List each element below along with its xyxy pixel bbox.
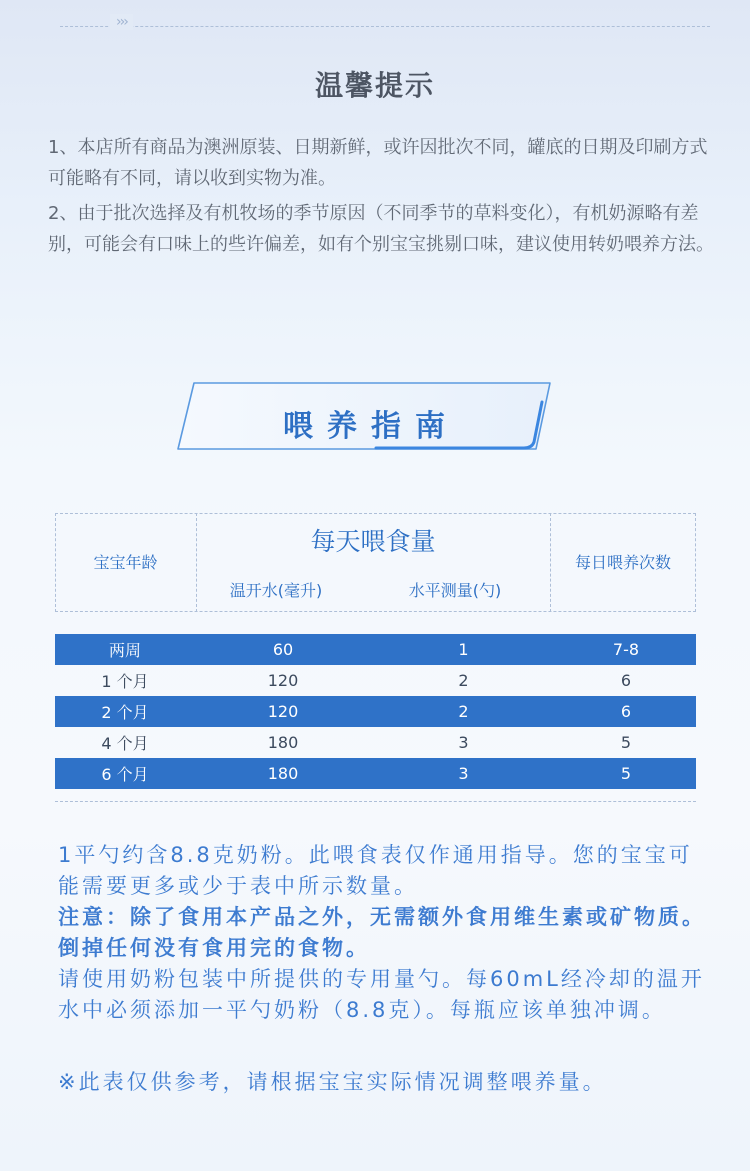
cell-age: 1 个月 xyxy=(101,672,149,691)
cell-water: 180 xyxy=(267,764,299,783)
top-divider xyxy=(60,26,710,27)
table-row xyxy=(55,758,696,789)
cell-water: 180 xyxy=(267,733,299,752)
note-preparation: 请使用奶粉包装中所提供的专用量勺。每60mL经冷却的温开水中必须添加一平勺奶粉（8.8克）。每瓶应该单独冲调。 xyxy=(58,967,705,1022)
cell-water: 120 xyxy=(267,702,299,721)
notice-item: 2、由于批次选择及有机牧场的季节原因（不同季节的草料变化），有机奶源略有差别，可能会有口味上的些许偏差，如有个别宝宝挑剔口味，建议使用转奶喂养方法。 xyxy=(48,203,714,255)
table-row xyxy=(55,696,696,727)
cell-times: 5 xyxy=(620,764,632,783)
cell-water: 60 xyxy=(272,640,294,659)
header-times: 每日喂养次数 xyxy=(574,553,671,572)
table-bottom-divider xyxy=(55,801,696,802)
chevrons-icon: ››› xyxy=(110,14,133,30)
notice-title: 温馨提示 xyxy=(314,69,435,102)
cell-age: 两周 xyxy=(108,641,141,660)
cell-times: 6 xyxy=(620,702,632,721)
cell-times: 6 xyxy=(620,671,632,690)
header-water: 温开水(毫升) xyxy=(229,581,323,600)
cell-scoop: 3 xyxy=(458,764,469,783)
feeding-table-body xyxy=(55,634,696,789)
cell-times: 7-8 xyxy=(612,640,640,659)
cell-scoop: 1 xyxy=(458,640,469,659)
note-warning: 注意：除了食用本产品之外，无需额外食用维生素或矿物质。倒掉任何没有食用完的食物。 xyxy=(58,905,706,960)
header-age: 宝宝年龄 xyxy=(93,553,158,572)
cell-times: 5 xyxy=(620,733,632,752)
header-scoop: 水平测量(勺) xyxy=(408,581,502,600)
cell-age: 4 个月 xyxy=(101,734,149,753)
note-disclaimer: ※此表仅供参考，请根据宝宝实际情况调整喂养量。 xyxy=(58,1070,607,1094)
note-scoop-info: 1平勺约含8.8克奶粉。此喂食表仅作通用指导。您的宝宝可能需要更多或少于表中所示数量。 xyxy=(58,843,693,898)
cell-water: 120 xyxy=(267,671,299,690)
cell-scoop: 2 xyxy=(458,702,469,721)
cell-age: 2 个月 xyxy=(101,703,149,722)
table-row xyxy=(55,727,696,758)
notice-item: 1、本店所有商品为澳洲原装、日期新鲜，或许因批次不同，罐底的日期及印刷方式可能略有不同，请以收到实物为准。 xyxy=(48,137,708,189)
guide-title: 喂养指南 xyxy=(283,409,459,444)
cell-scoop: 3 xyxy=(458,733,469,752)
cell-age: 6 个月 xyxy=(101,765,149,784)
table-row xyxy=(55,634,696,665)
table-row xyxy=(55,665,696,696)
cell-scoop: 2 xyxy=(458,671,469,690)
header-daily-amount: 每天喂食量 xyxy=(310,527,436,556)
